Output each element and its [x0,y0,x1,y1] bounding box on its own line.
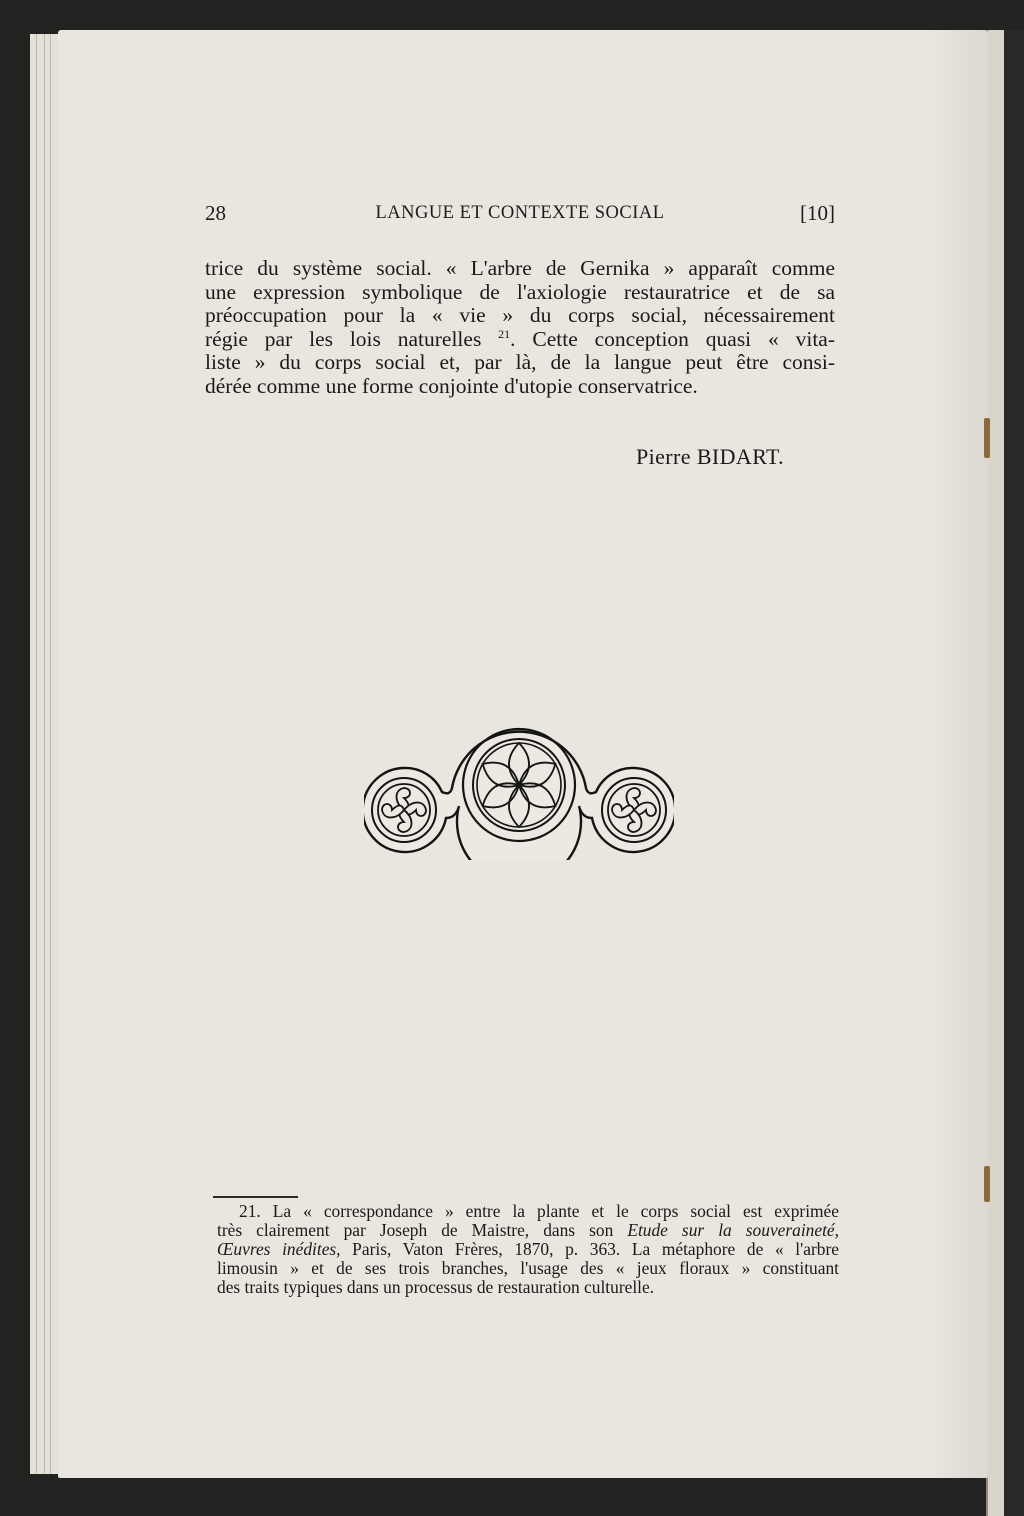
italic-title: Etude sur la souveraineté, [627,1220,839,1240]
text-fragment: . Cette conception quasi « vita- [510,326,835,351]
text-line [205,328,835,352]
basque-lauburu-rosette-ornament-icon [364,718,674,860]
page-marker-tab [984,418,990,458]
text-line: dérée comme une forme conjointe d'utopie conservatrice. [205,373,698,398]
footnote-separator [213,1196,298,1198]
running-title: LANGUE ET CONTEXTE SOCIAL [375,203,665,223]
page-edge-line [44,34,45,1474]
text-fragment: très clairement par Joseph de Maistre, dans son [217,1220,628,1240]
italic-title: Œuvres inédites, [217,1239,341,1259]
page-gutter-shadow [928,30,988,1478]
page-edge-line [50,34,51,1474]
footnote [217,1202,839,1297]
page-marker-tab [984,1166,990,1202]
page-number: 28 [205,201,226,225]
text-fragment: Paris, Vaton Frères, 1870, p. 363. La métaphore de « l'arbre [340,1239,839,1259]
running-header [205,199,835,229]
footnote-line [217,1240,839,1259]
text-fragment: régie par les lois naturelles [205,326,482,351]
footnote-reference: 21 [498,326,511,341]
footnote-line: des traits typiques dans un processus de restauration culturelle. [217,1277,655,1297]
page-edge-line [36,34,37,1474]
footnote-line: limousin » et de ses trois branches, l'usage des « jeux floraux » constituant [217,1258,839,1278]
text-line: une expression symbolique de l'axiologie restauratrice et de sa [205,279,835,304]
text-line: liste » du corps social et, par là, de la langue peut être consi- [205,350,835,375]
text-line: préoccupation pour la « vie » du corps social, nécessairement [205,303,835,328]
footnote-line: 21. La « correspondance » entre la plante et le corps social est exprimée [239,1201,839,1221]
body-paragraph [205,257,835,399]
footnote-line [217,1221,839,1240]
section-number: [10] [800,201,835,225]
author-signature: Pierre BIDART. [636,444,785,469]
background-strip [1004,30,1024,1516]
text-line: trice du système social. « L'arbre de Gernika » apparaît comme [205,256,835,280]
